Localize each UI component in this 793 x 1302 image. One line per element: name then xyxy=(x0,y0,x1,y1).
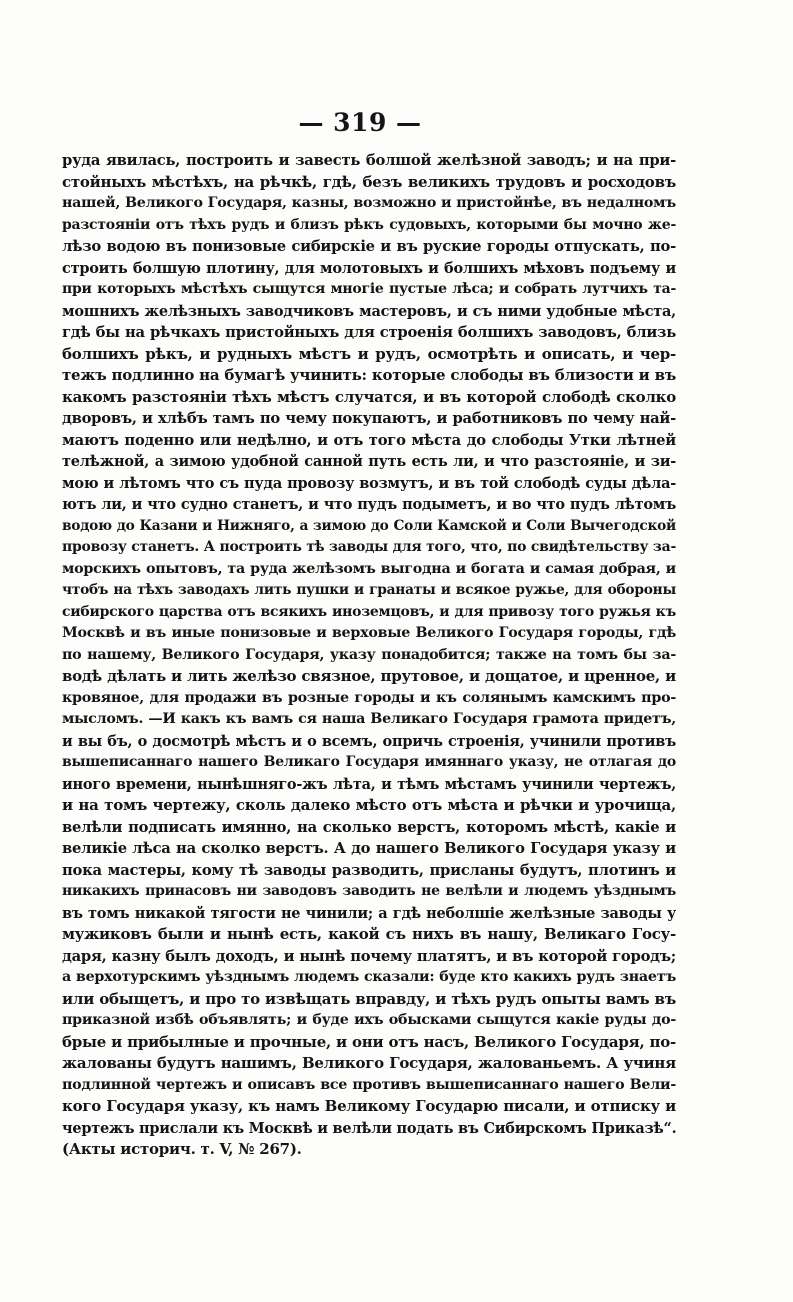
text-line: лѣзо водою въ понизовые сибирскіе и въ руские городы отпускать, по- xyxy=(62,238,676,255)
text-line: морскихъ опытовъ, та руда желѣзомъ выгодна и богата и самая добрая, и xyxy=(62,560,676,577)
text-line: Москвѣ и въ иные понизовые и верховые Великого Государя городы, гдѣ xyxy=(62,625,676,641)
text-line: пока мастеры, кому тѣ заводы разводить, присланы будутъ, плотинъ и xyxy=(62,861,676,879)
text-line: (Акты историч. т. V, № 267). xyxy=(62,1140,302,1158)
text-line: телѣжной, а зимою удобной санной путь есть ли, и что разстояніе, и зи- xyxy=(62,453,676,470)
text-line: строить болшую плотину, для молотовыхъ и болшихъ мѣховъ подъему и xyxy=(62,259,676,277)
text-line: велѣли подписать имянно, на сколько верстъ, которомъ мѣстѣ, какіе и xyxy=(62,818,676,836)
text-line: жалованы будутъ нашимъ, Великого Государя, жалованьемъ. А учиня xyxy=(62,1054,676,1072)
text-line: разстояніи отъ тѣхъ рудъ и близъ рѣкъ судовыхъ, которыми бы мочно же- xyxy=(62,216,676,233)
page-number: — 319 — xyxy=(298,108,422,137)
text-line: водѣ дѣлать и лить желѣзо связное, прутовое, и дощатое, и цренное, и xyxy=(62,667,676,685)
text-line: кровяное, для продажи въ розные городы и къ солянымъ камскимъ про- xyxy=(62,689,676,706)
text-line: сибирского царства отъ всякихъ иноземцовъ, и для привозу того ружья къ xyxy=(62,603,676,620)
text-line: мою и лѣтомъ что съ пуда провозу возмутъ, и въ той слободѣ суды дѣла- xyxy=(62,474,676,492)
text-line: провозу станетъ. А построить тѣ заводы для того, что, по свидѣтельству за- xyxy=(62,539,676,555)
text-line: ютъ ли, и что судно станетъ, и что пудъ подыметъ, и во что пудъ лѣтомъ xyxy=(62,496,676,513)
text-line: вышеписаннаго нашего Великаго Государя имяннаго указу, не отлагая до xyxy=(62,754,676,770)
text-line: маютъ поденно или недѣлно, и отъ того мѣста до слободы Утки лѣтней xyxy=(62,431,676,449)
text-line: при которыхъ мѣстѣхъ сыщутся многіе пустые лѣса; и собрать лутчихъ та- xyxy=(62,281,676,297)
text-line: тежъ подлинно на бумагѣ учинить: которые слободы въ близости и въ xyxy=(62,366,676,384)
text-line: чертежъ прислали къ Москвѣ и велѣли подать въ Сибирскомъ Приказѣ“. xyxy=(62,1119,676,1137)
text-line: болшихъ рѣкъ, и рудныхъ мѣстъ и рудъ, осмотрѣть и описать, и чер- xyxy=(62,344,676,363)
text-line: дворовъ, и хлѣбъ тамъ по чему покупаютъ, и работниковъ по чему най- xyxy=(62,410,676,427)
text-line: мысломъ. —И какъ къ вамъ ся наша Великаго Государя грамота придетъ, xyxy=(62,711,676,727)
text-line: приказной избѣ объявлять; и буде ихъ обысками сыщутся какіе руды до- xyxy=(62,1012,676,1028)
text-line: по нашему, Великого Государя, указу понадобится; также на томъ бы за- xyxy=(62,646,676,663)
text-line: мужиковъ были и нынѣ есть, какой съ нихъ въ нашу, Великаго Госу- xyxy=(62,925,676,943)
text-line: въ томъ никакой тягости не чинили; а гдѣ неболшіе желѣзные заводы у xyxy=(62,904,676,922)
text-line: иного времени, нынѣшняго-жъ лѣта, и тѣмъ мѣстамъ учинили чертежъ, xyxy=(62,775,676,793)
text-line: подлинной чертежъ и описавъ все противъ вышеписаннаго нашего Вели- xyxy=(62,1076,676,1093)
text-line: или обыщетъ, и про то извѣщать вправду, и тѣхъ рудъ опыты вамъ въ xyxy=(62,989,676,1008)
text-line: великіе лѣса на сколко верстъ. А до нашего Великого Государя указу и xyxy=(62,840,676,857)
text-line: и вы бъ, о досмотрѣ мѣстъ и о всемъ, опричь строенія, учинили противъ xyxy=(62,732,676,750)
text-line: нашей, Великого Государя, казны, возможно и пристойнѣе, въ недалномъ xyxy=(62,195,676,211)
text-line: никакихъ принасовъ ни заводовъ заводить не велѣли и людемъ уѣзднымъ xyxy=(62,883,676,899)
text-line: даря, казну былъ доходъ, и нынѣ почему платятъ, и въ которой городъ; xyxy=(62,947,676,965)
text-line: какомъ разстояніи тѣхъ мѣстъ случатся, и въ которой слободѣ сколко xyxy=(62,387,676,406)
text-line: водою до Казани и Нижняго, а зимою до Соли Камской и Соли Вычегодской xyxy=(62,517,676,534)
text-line: гдѣ бы на рѣчкахъ пристойныхъ для строенія болшихъ заводовъ, близь xyxy=(62,324,676,341)
text-line: брые и прибылные и прочные, и они отъ насъ, Великого Государя, по- xyxy=(62,1032,676,1051)
text-line: чтобъ на тѣхъ заводахъ лить пушки и гранаты и всякое ружье, для обороны xyxy=(62,582,676,598)
body-text xyxy=(62,150,676,1161)
text-line: мошнихъ желѣзныхъ заводчиковъ мастеровъ, и съ ними удобные мѣста, xyxy=(62,302,676,320)
text-line: стойныхъ мѣстѣхъ, на рѣчкѣ, гдѣ, безъ великихъ трудовъ и росходовъ xyxy=(62,172,676,191)
text-line: руда явилась, построить и завесть болшой желѣзной заводъ; и на при- xyxy=(62,152,676,169)
text-line: а верхотурскимъ уѣзднымъ людемъ сказали: буде кто какихъ рудъ знаетъ xyxy=(62,969,676,985)
text-line: и на томъ чертежу, сколь далеко мѣсто отъ мѣста и рѣчки и урочища, xyxy=(62,796,676,814)
text-line: кого Государя указу, къ намъ Великому Государю писали, и отписку и xyxy=(62,1097,676,1115)
